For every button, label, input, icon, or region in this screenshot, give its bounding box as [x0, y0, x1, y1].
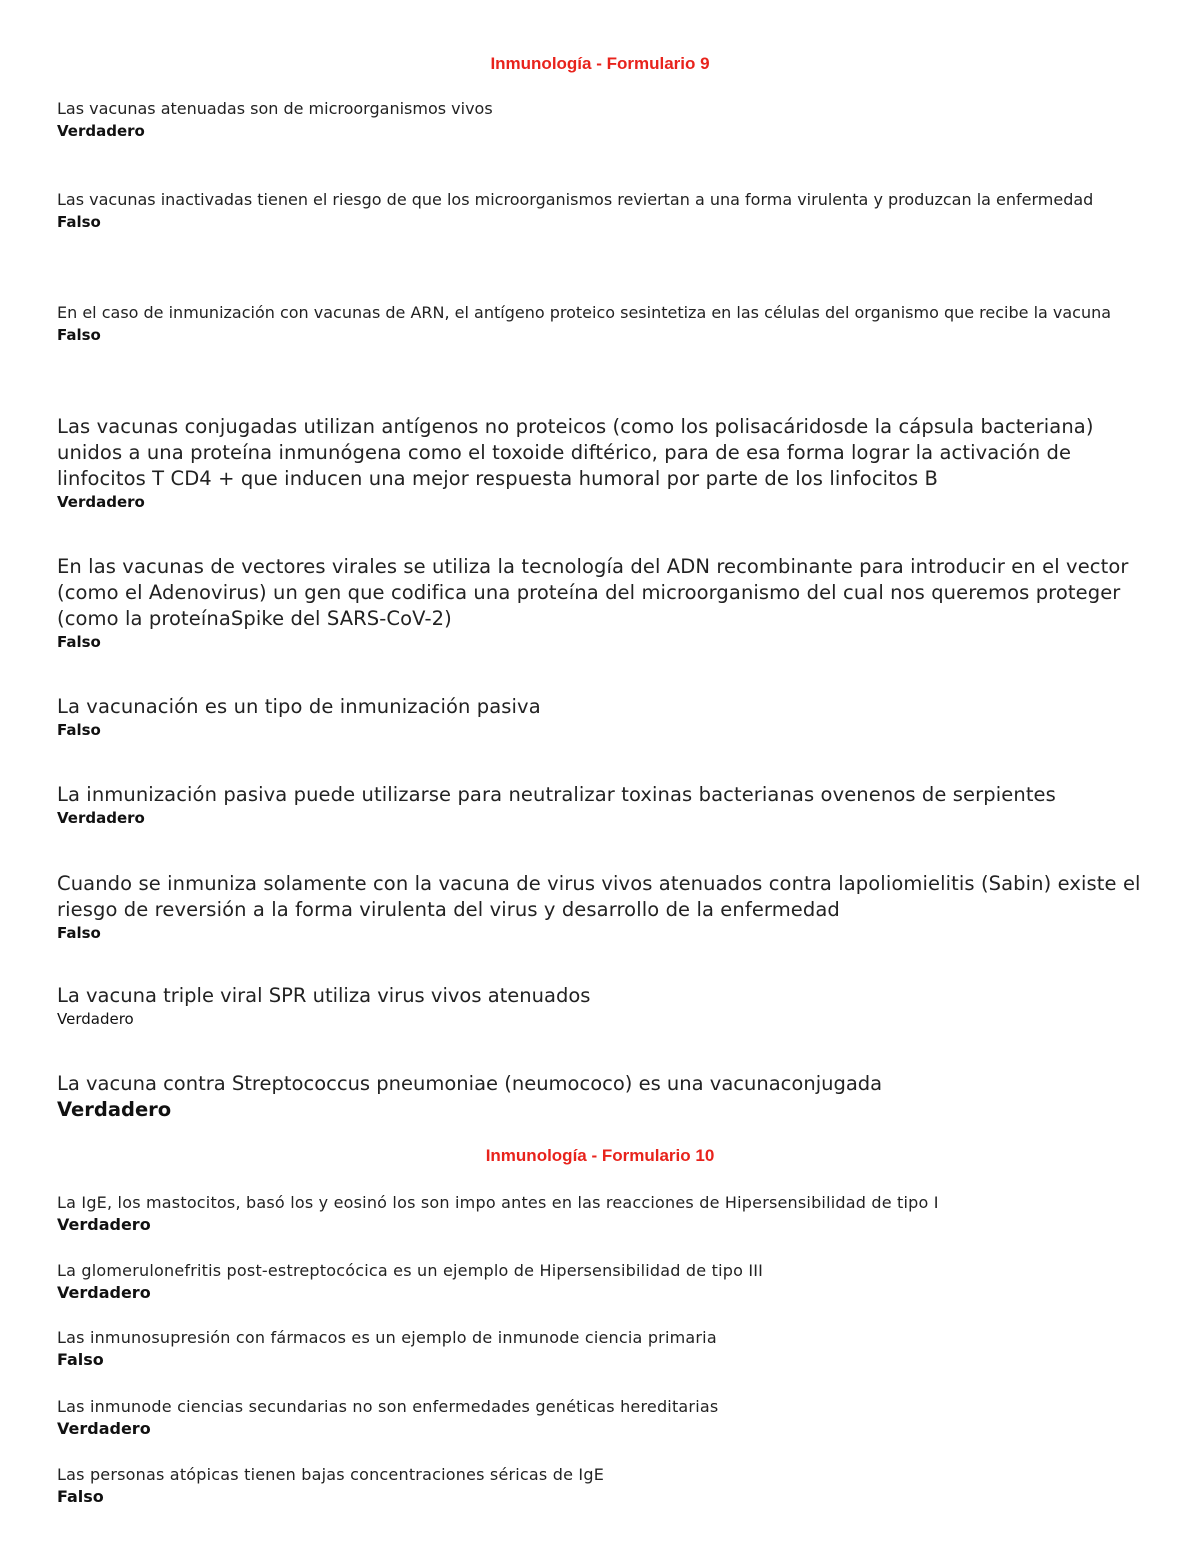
- question-item: [57, 694, 1142, 740]
- answer-text: Verdadero: [57, 1419, 151, 1438]
- question-text: En el caso de inmunización con vacunas de ARN, el antígeno proteico sesintetiza en las células del organismo que recibe la vacuna: [57, 303, 1112, 322]
- answer-text: Falso: [57, 924, 101, 942]
- answer-text: Verdadero: [57, 493, 145, 511]
- question-item: [57, 302, 1142, 346]
- answer-text: Falso: [57, 1487, 104, 1506]
- question-item: [57, 414, 1142, 512]
- answer-text: Falso: [57, 326, 101, 344]
- question-item: [57, 1260, 1142, 1304]
- answer-text: Verdadero: [57, 1215, 151, 1234]
- question-text: La vacunación es un tipo de inmunización pasiva: [57, 695, 541, 718]
- question-text: Cuando se inmuniza solamente con la vacuna de virus vivos atenuados contra lapoliomielitis (Sabin) existe el riesgo de reversión a la forma virulenta del virus y desarrollo de la enfermedad: [57, 872, 1141, 921]
- answer-text: Verdadero: [57, 1010, 134, 1028]
- question-item: [57, 1327, 1142, 1371]
- answer-text: Falso: [57, 721, 101, 739]
- answer-text: Verdadero: [57, 122, 145, 140]
- answer-text: Verdadero: [57, 809, 145, 827]
- question-item: [57, 1464, 1142, 1508]
- question-text: Las vacunas inactivadas tienen el riesgo de que los microorganismos reviertan a una forma virulenta y produzcan la enfermedad: [57, 190, 1094, 209]
- question-item: [57, 1071, 1142, 1123]
- question-item: [57, 871, 1142, 943]
- answer-text: Falso: [57, 213, 101, 231]
- question-text: La glomerulonefritis post-estreptocócica es un ejemplo de Hipersensibilidad de tipo III: [57, 1261, 764, 1280]
- question-text: Las personas atópicas tienen bajas concentraciones séricas de IgE: [57, 1465, 605, 1484]
- question-item: [57, 782, 1142, 828]
- answer-text: Falso: [57, 1350, 104, 1369]
- question-text: La inmunización pasiva puede utilizarse para neutralizar toxinas bacterianas ovenenos de serpientes: [57, 783, 1056, 806]
- question-item: [57, 189, 1142, 233]
- question-item: [57, 1192, 1142, 1236]
- question-item: [57, 554, 1142, 652]
- question-text: La vacuna triple viral SPR utiliza virus vivos atenuados: [57, 984, 591, 1007]
- question-item: [57, 1396, 1142, 1440]
- question-text: La vacuna contra Streptococcus pneumoniae (neumococo) es una vacunaconjugada: [57, 1072, 883, 1095]
- section-title-formulario-9: Inmunología - Formulario 9: [490, 54, 710, 73]
- answer-text: Verdadero: [57, 1098, 172, 1121]
- answer-text: Verdadero: [57, 1283, 151, 1302]
- answer-text: Falso: [57, 633, 101, 651]
- question-item: [57, 98, 1142, 142]
- section-title-formulario-10: Inmunología - Formulario 10: [485, 1146, 715, 1165]
- question-text: Las vacunas atenuadas son de microorganismos vivos: [57, 99, 493, 118]
- question-item: [57, 983, 1142, 1029]
- question-text: Las vacunas conjugadas utilizan antígenos no proteicos (como los polisacáridosde la cápsula bacteriana) unidos a una proteína inmunógena como el toxoide diftérico, para de esa forma lograr la activación de linfocitos T CD4 + que inducen una mejor respuesta humoral por parte de los linfocitos B: [57, 415, 1094, 490]
- question-text: La IgE, los mastocitos, basó los y eosinó los son impo antes en las reacciones de Hipersensibilidad de tipo I: [57, 1193, 939, 1212]
- question-text: Las inmunode ciencias secundarias no son enfermedades genéticas hereditarias: [57, 1397, 719, 1416]
- question-text: En las vacunas de vectores virales se utiliza la tecnología del ADN recombinante para introducir en el vector (como el Adenovirus) un gen que codifica una proteína del microorganismo del cual nos queremos proteger (como la proteínaSpike del SARS-CoV-2): [57, 555, 1129, 630]
- question-text: Las inmunosupresión con fármacos es un ejemplo de inmunode ciencia primaria: [57, 1328, 717, 1347]
